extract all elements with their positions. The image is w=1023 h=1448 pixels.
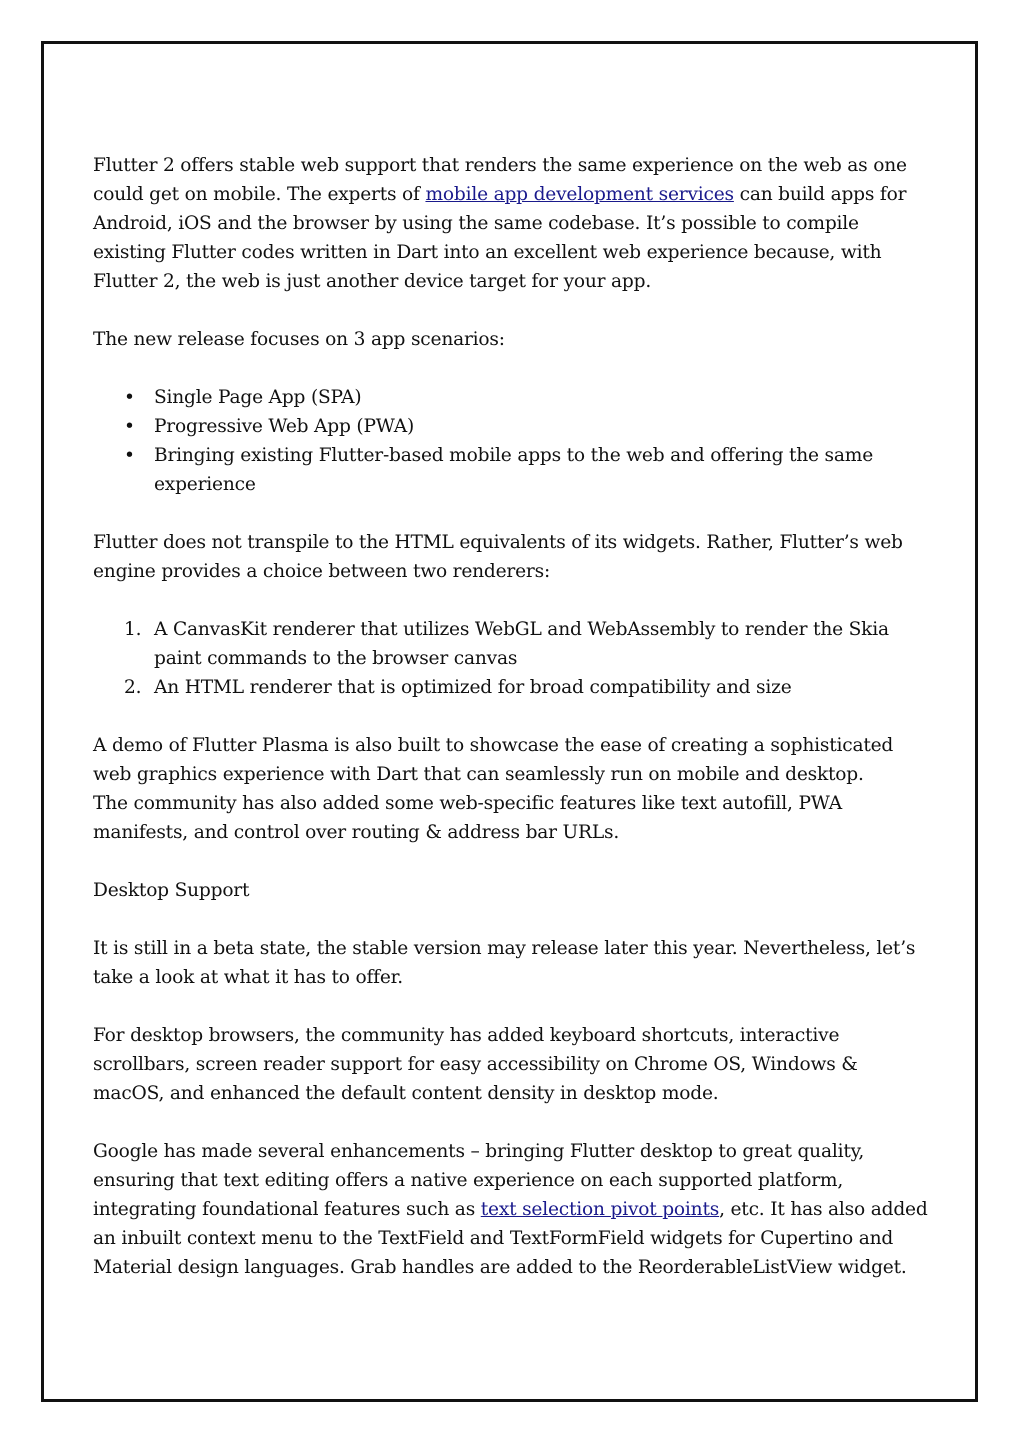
paragraph-text: Flutter 2 offers stable web support that renders the same experience on the web as one could get on mobile. The experts of	[93, 155, 907, 205]
list-item: • Bringing existing Flutter-based mobile apps to the web and offering the same experience	[93, 441, 933, 499]
list-item: • Progressive Web App (PWA)	[93, 412, 933, 441]
text-selection-pivot-points-link[interactable]: text selection pivot points	[480, 1199, 720, 1220]
scenarios-list	[93, 383, 933, 499]
paragraph-text: can build apps for Android, iOS and the browser by using the same codebase. It’s possible to compile existing Flutter codes written in Dart into an excellent web experience because, with Flutter 2, the web is just another device target for your app.	[93, 184, 907, 292]
list-item	[93, 615, 933, 673]
document-body	[93, 151, 933, 1282]
paragraph-flutter-plasma: A demo of Flutter Plasma is also built to showcase the ease of creating a sophisticated web graphics experience with Dart that can seamlessly run on mobile and desktop.	[93, 735, 894, 785]
section-heading-desktop-support: Desktop Support	[93, 880, 250, 901]
paragraph-app-scenarios-intro: The new release focuses on 3 app scenarios:	[93, 329, 505, 350]
renderers-list	[93, 615, 933, 702]
paragraph-web-features: The community has also added some web-specific features like text autofill, PWA manifests, and control over routing & address bar URLs.	[93, 793, 842, 843]
list-item-text: A CanvasKit renderer that utilizes WebGL and WebAssembly to render the Skia paint commands to the browser canvas	[154, 619, 889, 669]
paragraph-text: Google has made several enhancements – bringing Flutter desktop to great quality, ensuring that text editing offers a native experience on each supported platform, integrating foundational features such as	[93, 1141, 865, 1220]
paragraph-google-enhancements	[93, 1137, 933, 1282]
paragraph-beta-state: It is still in a beta state, the stable version may release later this year. Nevertheless, let’s take a look at what it has to offer.	[93, 938, 916, 988]
paragraph-text: , etc. It has also added an inbuilt context menu to the TextField and TextFormField widgets for Cupertino and Material design languages. Grab handles are added to the ReorderableListView widget.	[93, 1199, 928, 1278]
list-item	[93, 673, 933, 702]
paragraph-flutter-web-support	[93, 151, 933, 296]
list-item: • Single Page App (SPA)	[93, 383, 933, 412]
mobile-app-development-services-link[interactable]: mobile app development services	[425, 184, 734, 205]
paragraph-desktop-browsers: For desktop browsers, the community has added keyboard shortcuts, interactive scrollbars, screen reader support for easy accessibility on Chrome OS, Windows & macOS, and enhanced the default content density in desktop mode.	[93, 1025, 858, 1104]
list-number: 1.	[124, 619, 142, 640]
list-number: 2.	[124, 677, 142, 698]
paragraph-renderers-intro: Flutter does not transpile to the HTML equivalents of its widgets. Rather, Flutter’s web engine provides a choice between two renderers:	[93, 532, 903, 582]
list-item-text: An HTML renderer that is optimized for broad compatibility and size	[154, 677, 792, 698]
